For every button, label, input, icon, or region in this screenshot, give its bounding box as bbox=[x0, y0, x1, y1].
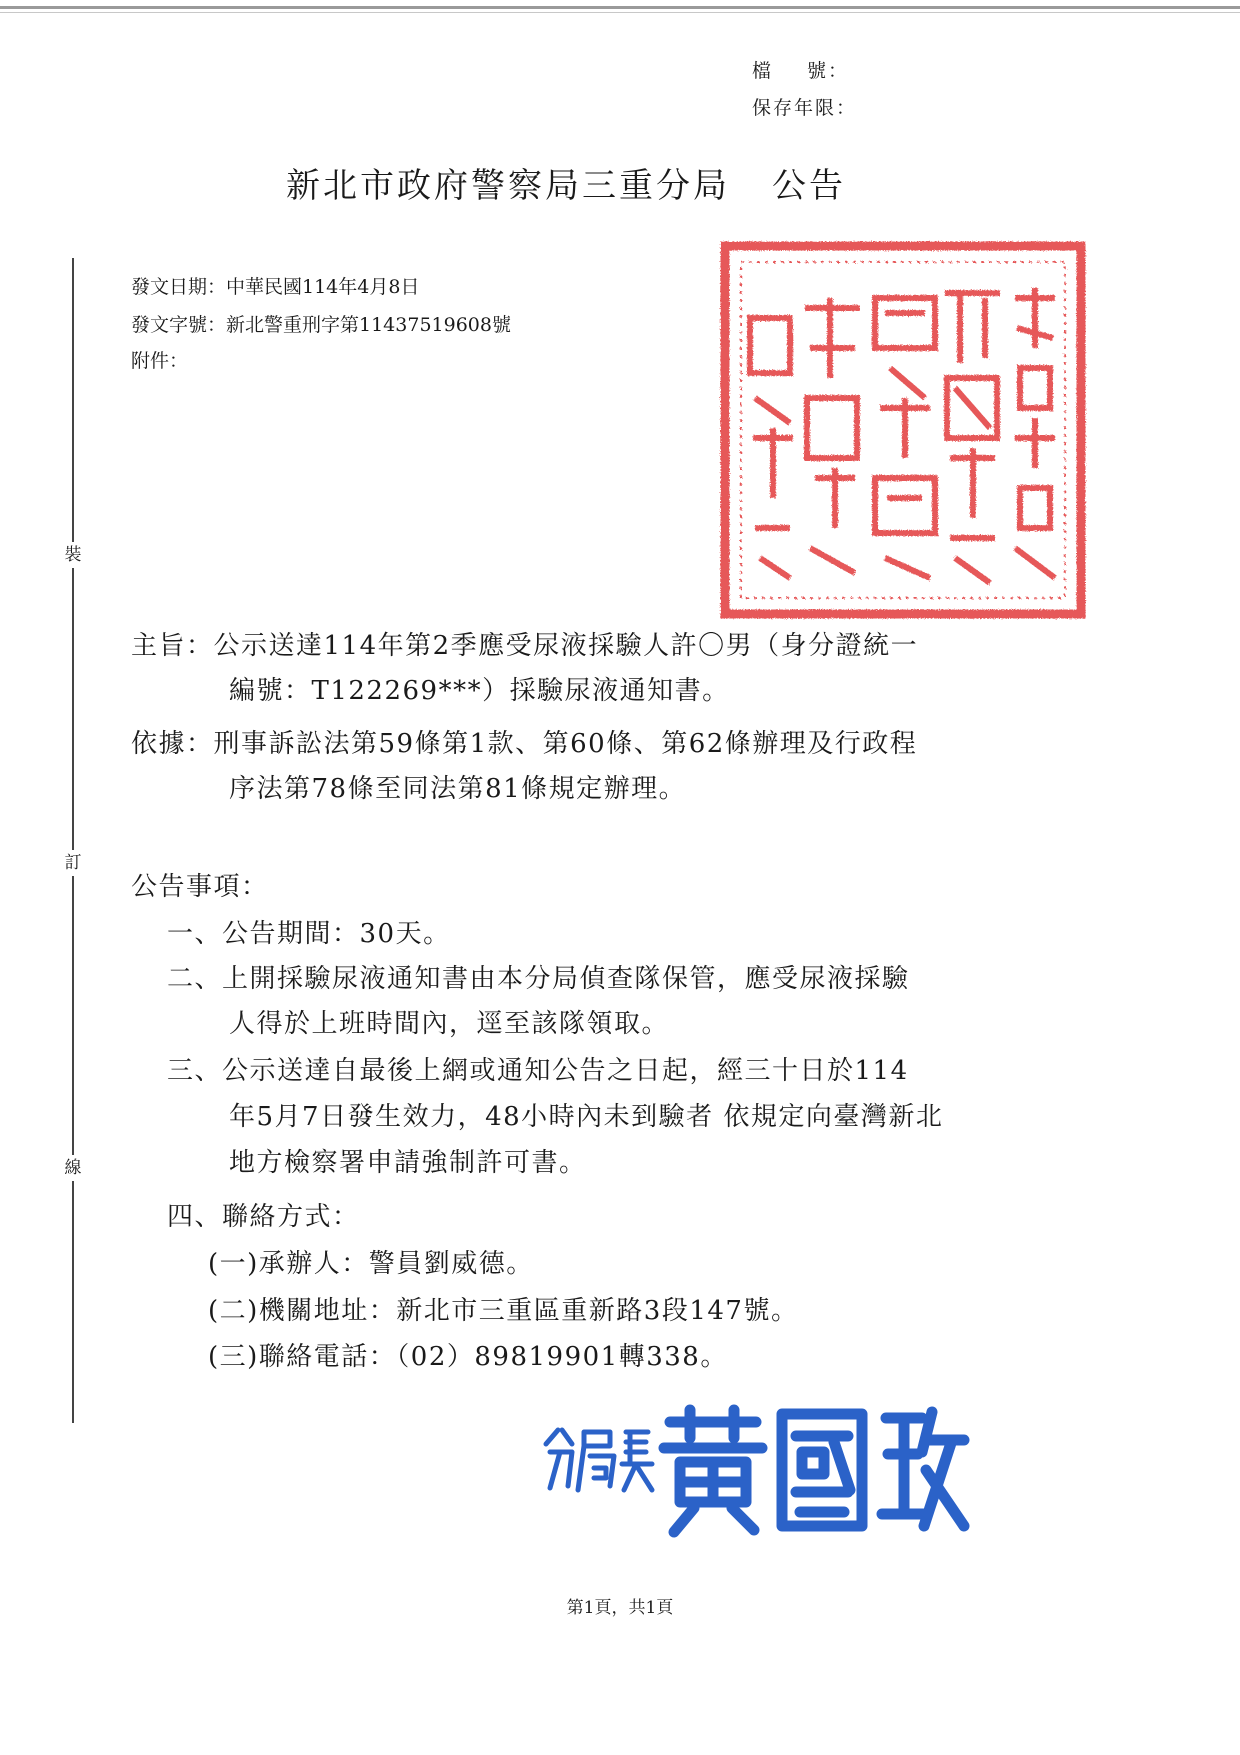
binding-mark-zhuang: 裝 bbox=[60, 542, 86, 568]
top-edge-line-2 bbox=[0, 12, 1240, 13]
notice-item-2-line-1: 二、上開採驗尿液通知書由本分局偵查隊保管，應受尿液採驗 bbox=[167, 964, 910, 994]
contact-address: (二)機關地址：新北市三重區重新路3段147號。 bbox=[208, 1296, 799, 1326]
binding-mark-ding: 訂 bbox=[60, 850, 86, 876]
official-seal bbox=[715, 238, 1093, 624]
basis-line-1: 依據：刑事訴訟法第59條第1款、第60條、第62條辦理及行政程 bbox=[131, 729, 918, 759]
page-number: 第1頁，共1頁 bbox=[566, 1598, 674, 1618]
agency-name: 新北市政府警察局三重分局 bbox=[286, 166, 730, 206]
page-title bbox=[286, 158, 846, 207]
subject-line-2: 編號：T122269***）採驗尿液通知書。 bbox=[229, 676, 730, 706]
notice-heading: 公告事項： bbox=[131, 872, 269, 902]
notice-item-3-line-1: 三、公示送達自最後上網或通知公告之日起，經三十日於114 bbox=[167, 1056, 909, 1086]
signature-stamp bbox=[538, 1392, 970, 1542]
notice-item-2-line-2: 人得於上班時間內，逕至該隊領取。 bbox=[229, 1009, 670, 1039]
notice-item-3-line-3: 地方檢察署申請強制許可書。 bbox=[229, 1148, 587, 1178]
contact-handler: (一)承辦人：警員劉威德。 bbox=[208, 1249, 534, 1279]
document-number: 發文字號：新北警重刑字第11437519608號 bbox=[131, 314, 511, 336]
issue-date: 發文日期：中華民國114年4月8日 bbox=[131, 276, 420, 298]
file-number-label: 檔 號： bbox=[752, 60, 850, 82]
notice-item-1: 一、公告期間：30天。 bbox=[167, 919, 451, 949]
notice-item-4: 四、聯絡方式： bbox=[167, 1202, 360, 1232]
notice-item-3-line-2: 年5月7日發生效力，48小時內未到驗者 依規定向臺灣新北 bbox=[229, 1102, 944, 1132]
retention-period-label: 保存年限： bbox=[752, 97, 858, 119]
top-edge-line bbox=[0, 6, 1240, 9]
document-type: 公告 bbox=[772, 166, 846, 206]
contact-phone: (三)聯絡電話：（02）89819901轉338。 bbox=[208, 1342, 728, 1372]
binding-line bbox=[72, 258, 74, 1423]
attachment-label: 附件： bbox=[131, 350, 189, 372]
basis-line-2: 序法第78條至同法第81條規定辦理。 bbox=[229, 774, 687, 804]
binding-mark-xian: 線 bbox=[60, 1155, 86, 1181]
subject-line-1: 主旨：公示送達114年第2季應受尿液採驗人許〇男（身分證統一 bbox=[131, 631, 919, 661]
